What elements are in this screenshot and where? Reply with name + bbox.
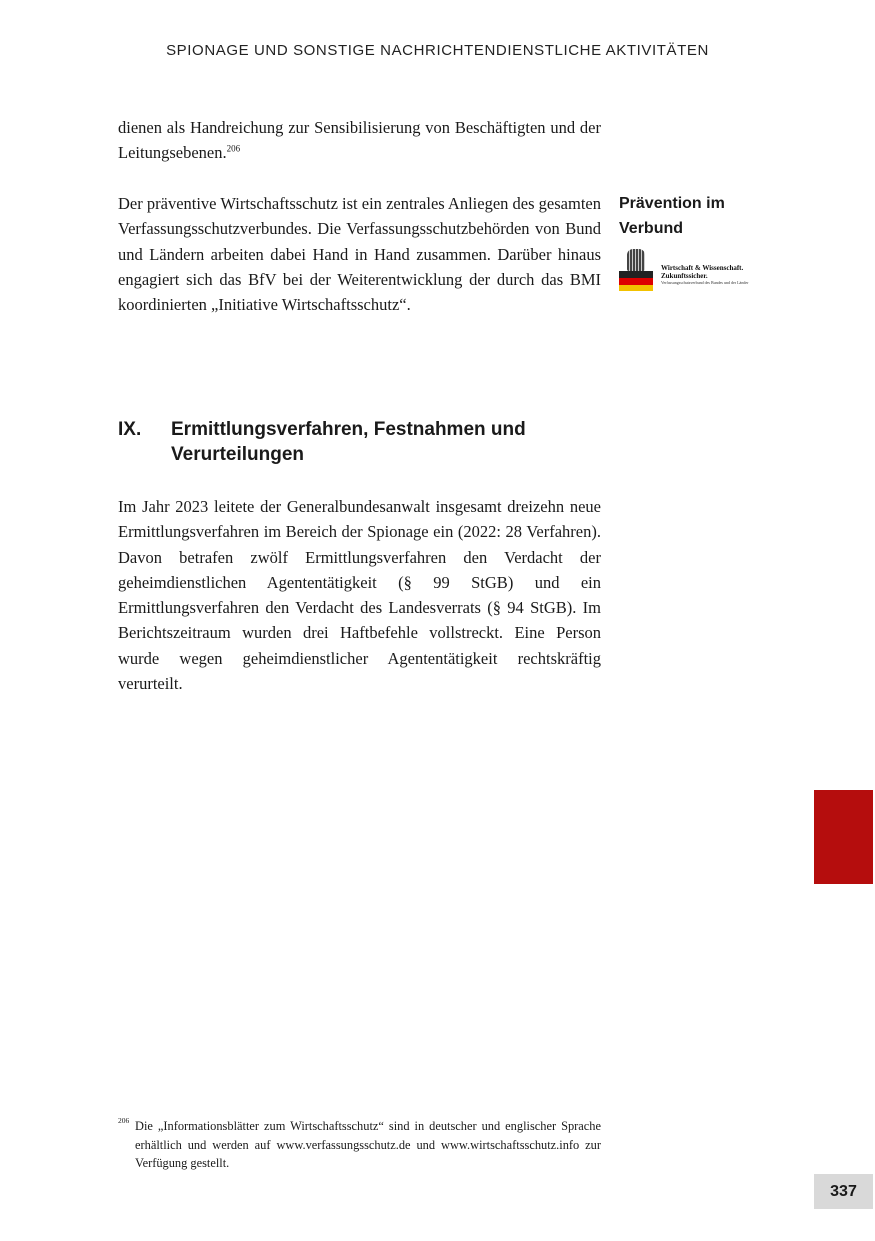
wirtschaftsschutz-logo	[619, 247, 791, 293]
paragraph-prevention: Der präventive Wirtschaftsschutz ist ein zentrales Anliegen des gesamten Verfassungsschutzverbundes. Die Verfassungsschutzbehörden von Bund und Ländern arbeiten dabei Hand in Hand zusammen. Darüber hinaus engagiert sich das BfV bei der Weiterentwicklung der durch das BMI koordinierten „Initiative Wirtschaftsschutz“.	[118, 194, 601, 315]
paragraph-investigations: Im Jahr 2023 leitete der Generalbundesanwalt insgesamt dreizehn neue Ermittlungsverfahren im Bereich der Spionage ein (2022: 28 Verfahren). Davon betrafen zwölf Ermittlungsverfahren den Verdacht der geheimdienstlichen Agententätigkeit (§ 99 StGB) und ein Ermittlungsverfahren den Verdacht des Landesverrats (§ 94 StGB). Im Berichtszeitraum wurden drei Haftbefehle vollstreckt. Eine Person wurde wegen geheimdienstlicher Agententätigkeit rechtskräftig verurteilt.	[118, 497, 601, 694]
margin-note: Prävention im Verbund	[619, 195, 725, 237]
logo-text	[661, 264, 791, 286]
section-number: IX.	[118, 419, 142, 440]
running-head: SPIONAGE UND SONSTIGE NACHRICHTENDIENSTLICHE AKTIVITÄTEN	[166, 42, 709, 59]
logo-line-2: Zukunftssicher.	[661, 272, 708, 280]
logo-line-1: Wirtschaft & Wissenschaft.	[661, 264, 744, 272]
paragraph-intro	[118, 115, 601, 166]
paragraph-intro-text: dienen als Handreichung zur Sensibilisierung von Beschäftigten und der Leitungsebenen.	[118, 118, 601, 163]
footnote-number: 206	[118, 1116, 130, 1125]
chapter-side-tab	[814, 790, 873, 884]
page-number: 337	[814, 1174, 873, 1209]
footnote-reference[interactable]: 206	[226, 143, 241, 154]
footnote	[118, 1117, 601, 1173]
section-title: Ermittlungsverfahren, Festnahmen und Verurteilungen	[171, 419, 526, 465]
footnote-text: Die „Informationsblätter zum Wirtschaftsschutz“ sind in deutscher und englischer Sprache erhältlich und werden auf www.verfassungsschutz.de und www.wirtschaftsschutz.info zur Verfügung gestellt.	[135, 1119, 601, 1170]
federal-eagle-flag-icon	[619, 249, 653, 291]
logo-line-3: Verfassungsschutzverbund des Bundes und der Länder	[661, 280, 749, 285]
